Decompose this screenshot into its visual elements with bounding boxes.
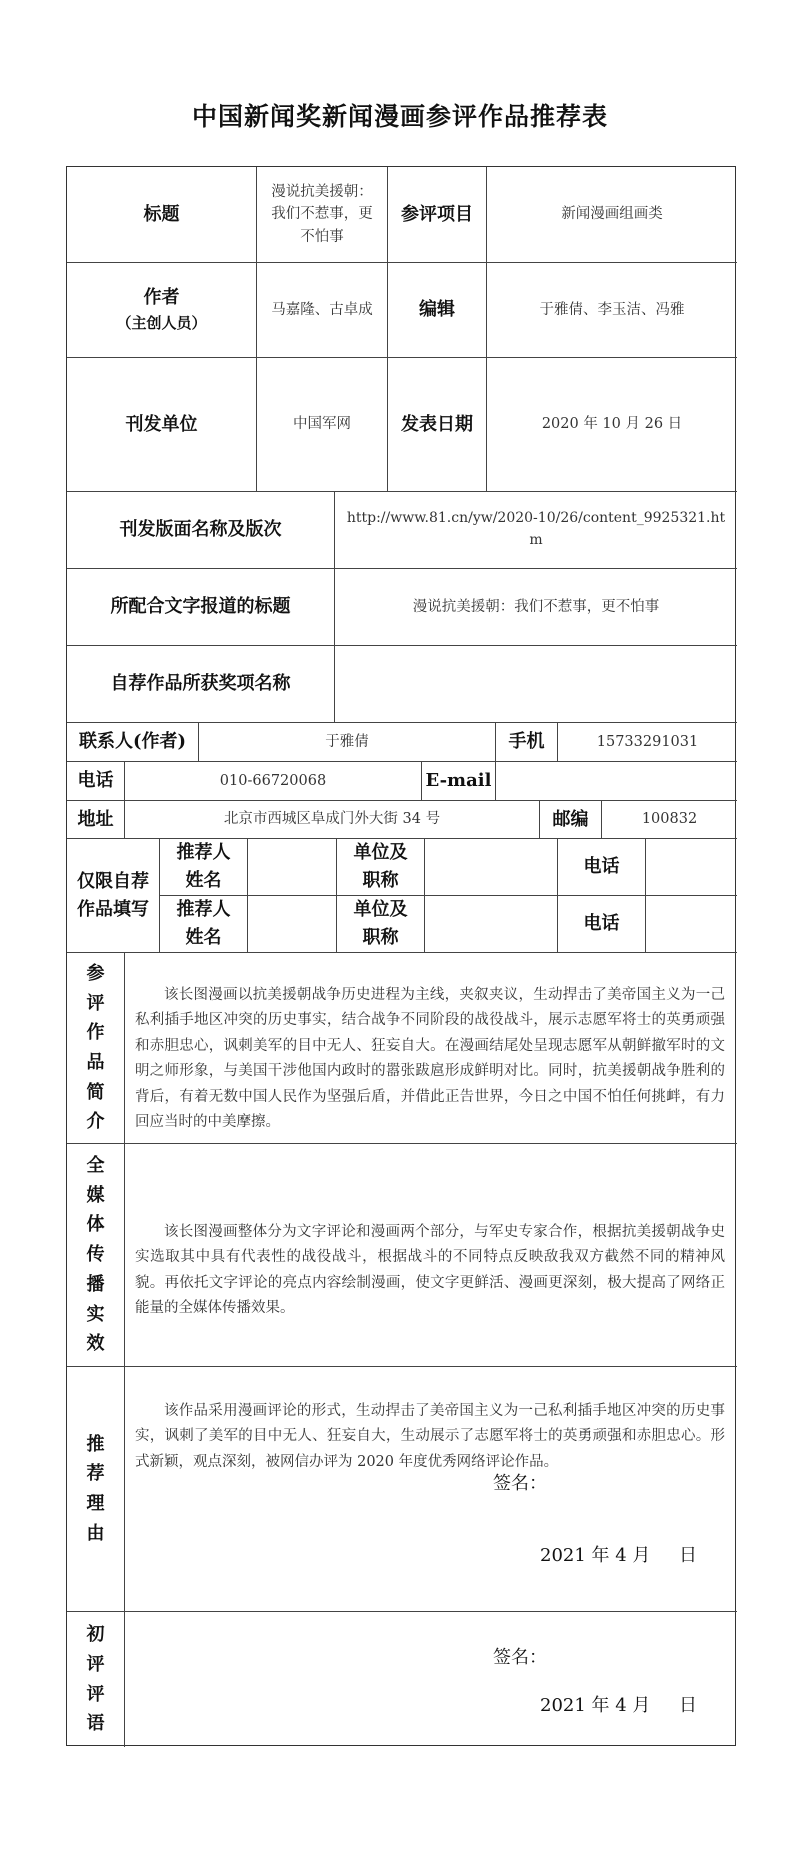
- self-recommend-label: 仅限自荐作品填写: [67, 839, 160, 953]
- intro-label-char: 简: [86, 1081, 105, 1103]
- awards-label: 自荐作品所获奖项名称: [67, 646, 335, 723]
- effect-text: 该长图漫画整体分为文字评论和漫画两个部分，与军史专家合作，根据抗美援朝战争史实选取其中具有代表性的战役战斗，根据战斗的不同特点反映敌我双方截然不同的精神风貌。再依托文字评论的亮点内容绘制漫画，使文字更鲜活、漫画更深刻，极大提高了网络正能量的全媒体传播效果。: [125, 1144, 737, 1367]
- recommender-name-value-1: [248, 839, 337, 896]
- recommendation-form: [66, 166, 736, 1746]
- author-label-sub: （主创人员）: [116, 314, 207, 333]
- text-report-label: 所配合文字报道的标题: [67, 569, 335, 646]
- effect-label-char: 效: [86, 1333, 105, 1355]
- phone-value: 010-66720068: [125, 762, 422, 801]
- unit-title-value-2: [425, 896, 558, 953]
- effect-label: [67, 1144, 125, 1367]
- reason-label-char: 理: [86, 1493, 105, 1514]
- editor-value: 于雅倩、李玉洁、冯雅: [487, 263, 737, 358]
- author-label: [67, 263, 257, 358]
- email-label: E-mail: [422, 762, 496, 801]
- contact-label: 联系人(作者): [67, 723, 199, 762]
- intro-label-char: 评: [86, 992, 105, 1014]
- category-label: 参评项目: [388, 167, 487, 263]
- effect-label-char: 媒: [86, 1184, 105, 1206]
- editor-label: 编辑: [388, 263, 487, 358]
- intro-label-char: 品: [86, 1052, 105, 1073]
- postcode-value: 100832: [602, 801, 737, 839]
- publisher-value: 中国军网: [257, 358, 388, 492]
- intro-label-char: 介: [86, 1111, 105, 1133]
- recommender-phone-label-1: 电话: [558, 839, 646, 896]
- intro-label-char: 作: [86, 1022, 105, 1044]
- reason-section: [125, 1367, 737, 1612]
- address-label: 地址: [67, 801, 125, 839]
- reason-signature-label: 签名：: [493, 1473, 547, 1494]
- intro-label-char: 参: [86, 962, 105, 984]
- intro-text: 该长图漫画以抗美援朝战争历史进程为主线，夹叙夹议，生动捍击了美帝国主义为一己私利插手地区冲突的历史事实，结合战争不同阶段的战役战斗，展示志愿军将士的英勇顽强和赤胆忠心，讽刺美军的目中无人、狂妄自大。在漫画结尾处呈现志愿军从朝鲜撤军时的文明之师形象，与美国干涉他国内政时的嚣张跋扈形成鲜明对比。同时，抗美援朝战争胜利的背后，有着无数中国人民作为坚强后盾，并借此正告世界，今日之中国不怕任何挑衅，有力回应当时的中美摩擦。: [125, 953, 737, 1144]
- email-value: [496, 762, 737, 801]
- reason-text: 该作品采用漫画评论的形式，生动捍击了美帝国主义为一己私利插手地区冲突的历史事实，讽刺了美军的目中无人、狂妄自大，生动展示了志愿军将士的英勇顽强和赤胆忠心。形式新颖，观点深刻，被网信办评为 2020 年度优秀网络评论作品。: [135, 1403, 725, 1470]
- reason-label: [67, 1367, 125, 1612]
- reason-label-char: 由: [86, 1522, 105, 1544]
- effect-label-char: 实: [86, 1303, 105, 1325]
- title-value: 漫说抗美援朝：我们不惹事，更不怕事: [257, 167, 388, 263]
- review-signature-label: 签名：: [493, 1647, 547, 1668]
- category-value: 新闻漫画组画类: [487, 167, 737, 263]
- page-name-label: 刊发版面名称及版次: [67, 492, 335, 569]
- review-label: [67, 1612, 125, 1747]
- recommender-name-label-1: 推荐人姓名: [160, 839, 248, 896]
- intro-label: [67, 953, 125, 1144]
- recommender-phone-value-1: [646, 839, 737, 896]
- recommender-name-label-2: 推荐人姓名: [160, 896, 248, 953]
- page-url-value: http://www.81.cn/yw/2020-10/26/content_9925321.htm: [335, 492, 737, 569]
- address-value: 北京市西城区阜成门外大街 34 号: [125, 801, 540, 839]
- mobile-value: 15733291031: [558, 723, 737, 762]
- postcode-label: 邮编: [540, 801, 602, 839]
- publisher-label: 刊发单位: [67, 358, 257, 492]
- publish-date-label: 发表日期: [388, 358, 487, 492]
- review-label-char: 初: [86, 1624, 105, 1646]
- effect-label-char: 播: [86, 1273, 105, 1295]
- author-label-main: 作者: [143, 287, 180, 309]
- author-value: 马嘉隆、古卓成: [257, 263, 388, 358]
- recommender-name-value-2: [248, 896, 337, 953]
- review-label-char: 语: [86, 1713, 105, 1735]
- phone-label: 电话: [67, 762, 125, 801]
- effect-label-char: 全: [86, 1155, 105, 1177]
- reason-label-char: 推: [86, 1433, 105, 1455]
- review-label-char: 评: [86, 1683, 105, 1705]
- effect-label-char: 体: [86, 1214, 105, 1236]
- title-label: 标题: [67, 167, 257, 263]
- form-title: 中国新闻奖新闻漫画参评作品推荐表: [191, 102, 608, 131]
- reason-signature-date: 2021 年 4 月 日: [540, 1545, 698, 1566]
- effect-label-char: 传: [86, 1244, 105, 1266]
- recommender-phone-label-2: 电话: [558, 896, 646, 953]
- reason-label-char: 荐: [86, 1463, 105, 1485]
- recommender-phone-value-2: [646, 896, 737, 953]
- text-report-value: 漫说抗美援朝：我们不惹事，更不怕事: [335, 569, 737, 646]
- awards-value: [335, 646, 737, 723]
- publish-date-value: 2020 年 10 月 26 日: [487, 358, 737, 492]
- unit-title-label-2: 单位及职称: [337, 896, 425, 953]
- review-label-char: 评: [86, 1653, 105, 1675]
- contact-value: 于雅倩: [199, 723, 496, 762]
- mobile-label: 手机: [496, 723, 558, 762]
- unit-title-label-1: 单位及职称: [337, 839, 425, 896]
- unit-title-value-1: [425, 839, 558, 896]
- review-signature-date: 2021 年 4 月 日: [540, 1695, 698, 1716]
